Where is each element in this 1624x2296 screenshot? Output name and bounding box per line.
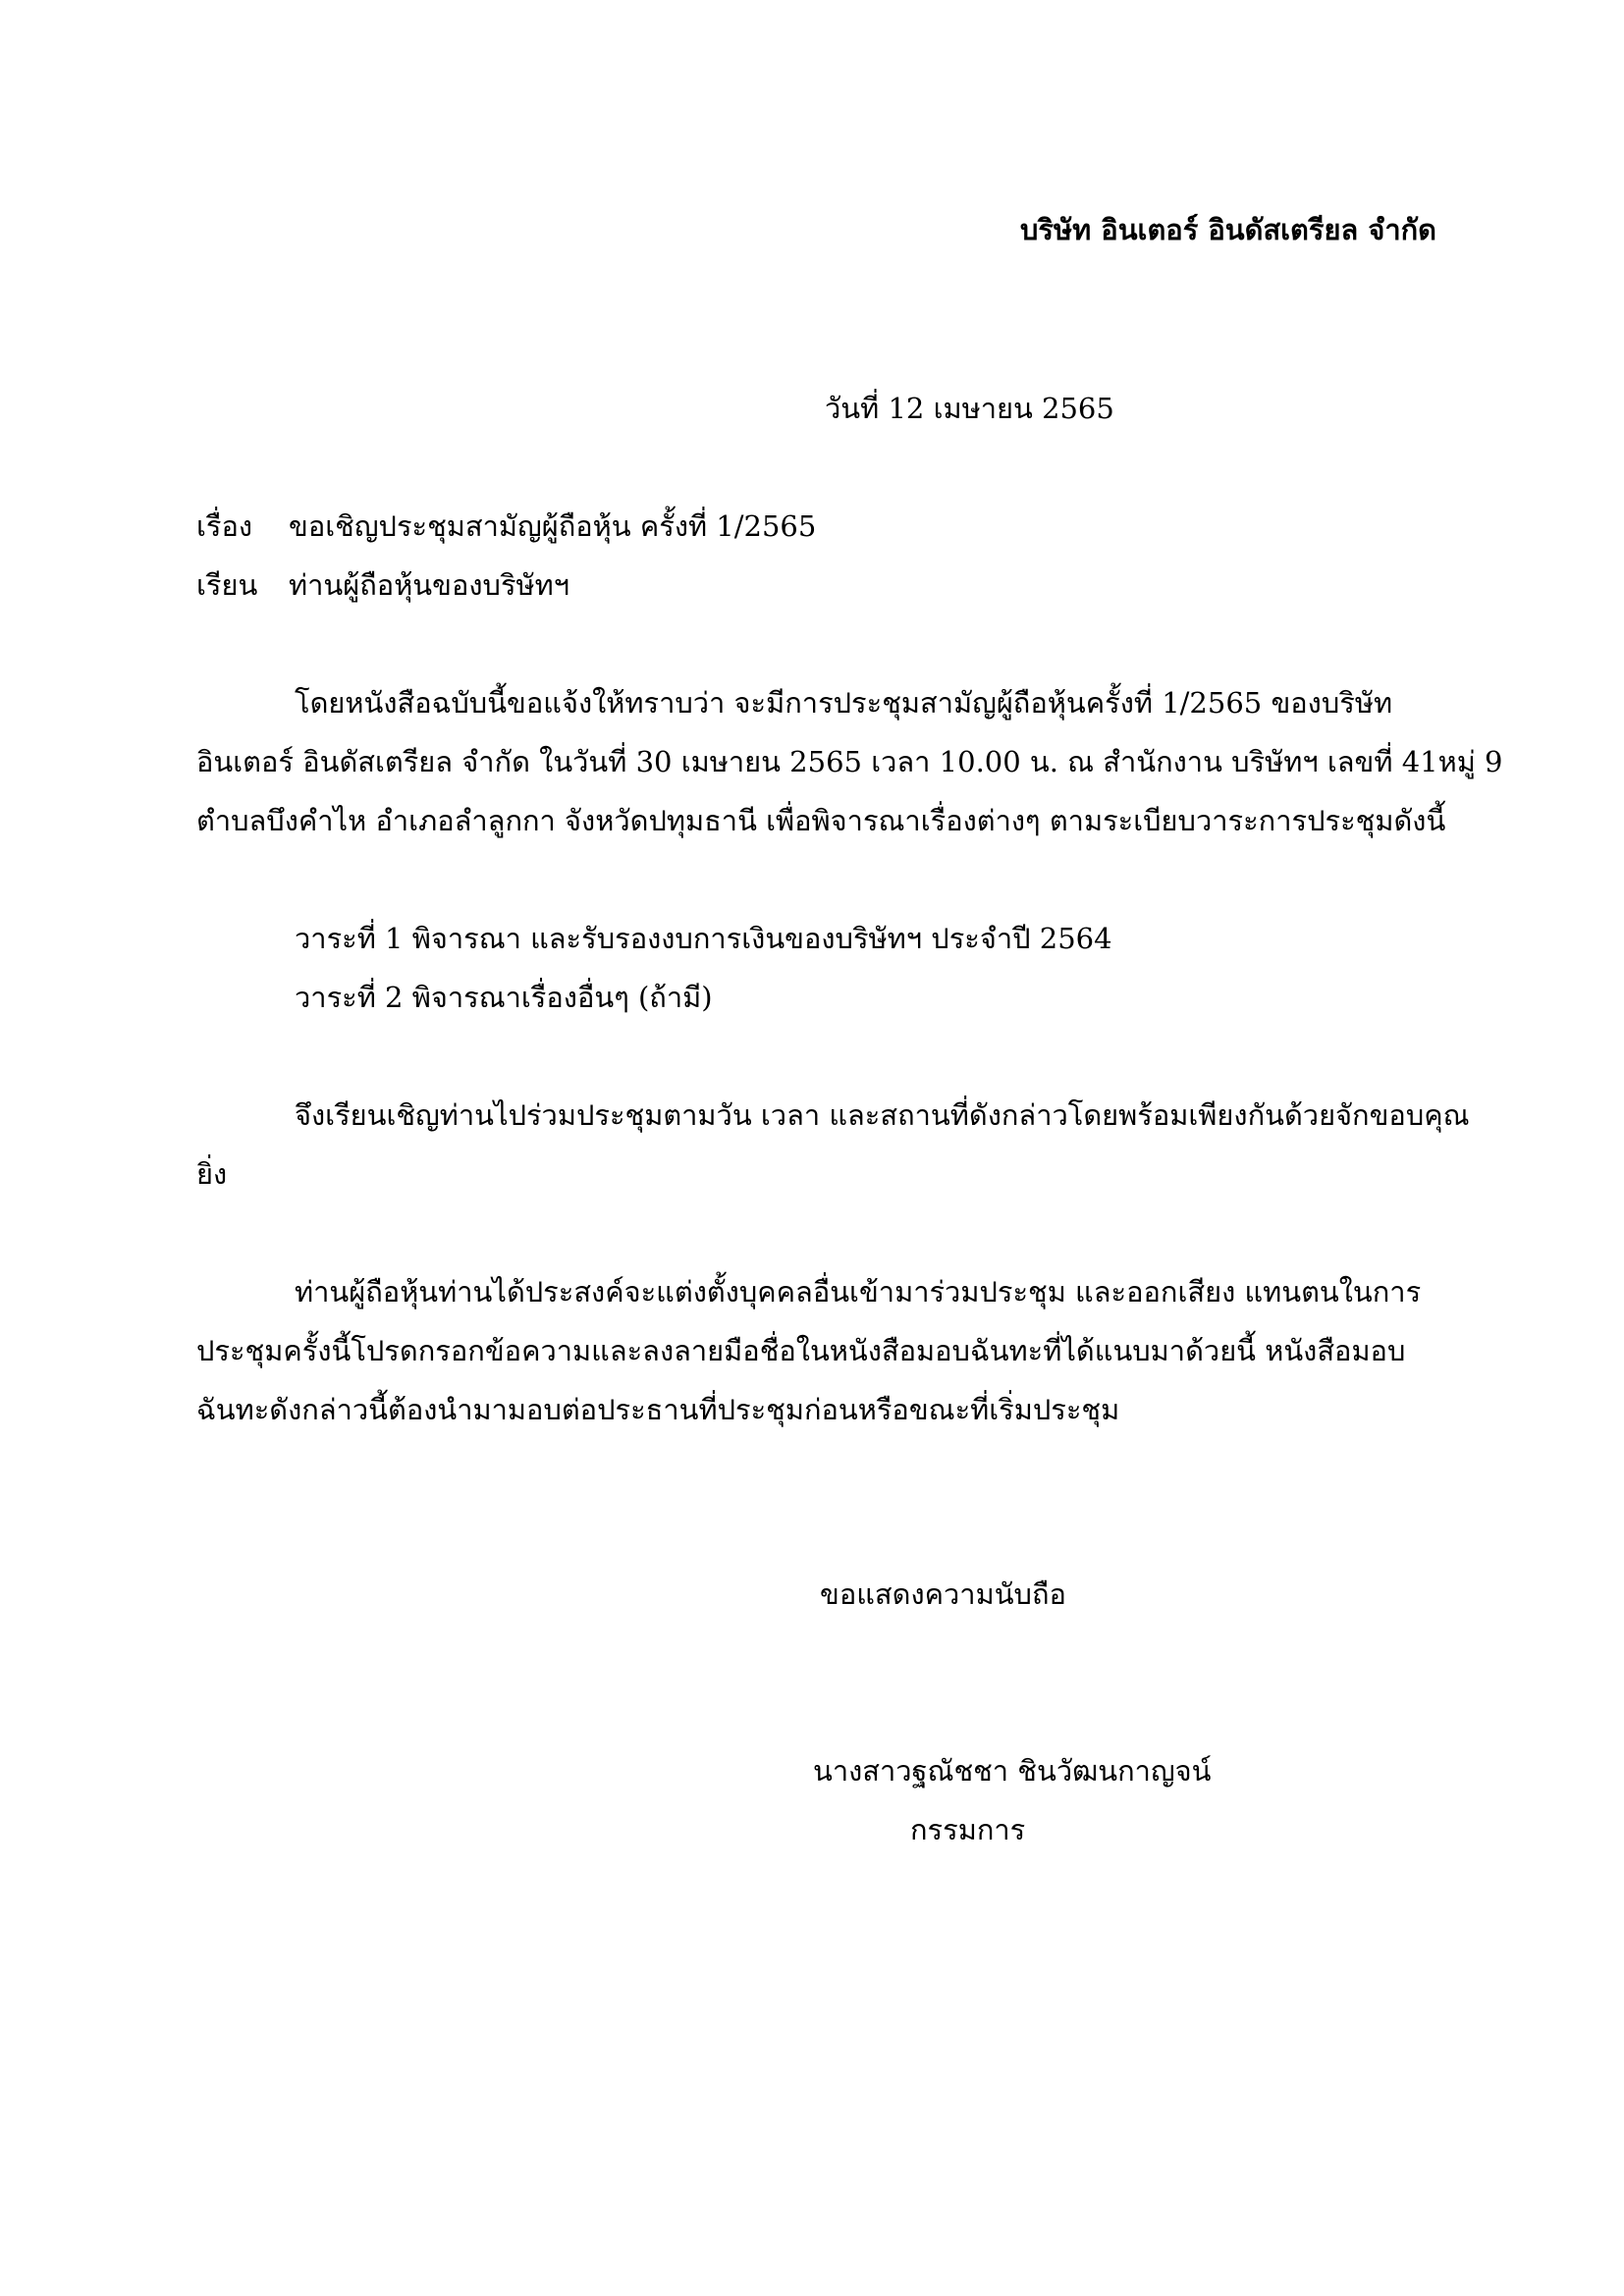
signer-title: กรรมการ xyxy=(910,1813,1026,1846)
agenda-item-1: วาระที่ 1 พิจารณา และรับรองงบการเงินของบริษัทฯ ประจำปี 2564 xyxy=(295,922,1112,955)
paragraph-2-line-2: ยิ่ง xyxy=(196,1157,228,1191)
recipient-text: ท่านผู้ถือหุ้นของบริษัทฯ xyxy=(289,568,570,602)
paragraph-1-line-3: ตำบลบึงคำไห อำเภอลำลูกกา จังหวัดปทุมธานี เพื่อพิจารณาเรื่องต่างๆ ตามระเบียบวาระการประชุมดังนี้ xyxy=(196,804,1446,837)
recipient-line xyxy=(196,568,570,602)
letter-date: วันที่ 12 เมษายน 2565 xyxy=(825,392,1114,425)
agenda-item-2: วาระที่ 2 พิจารณาเรื่องอื่นๆ (ถ้ามี) xyxy=(295,981,713,1014)
paragraph-3-line-2: ประชุมครั้งนี้โปรดกรอกข้อความและลงลายมือชื่อในหนังสือมอบฉันทะที่ได้แนบมาด้วยนี้ หนังสือมอบ xyxy=(196,1334,1406,1367)
closing-salutation: ขอแสดงความนับถือ xyxy=(820,1577,1066,1611)
recipient-label: เรียน xyxy=(196,568,258,602)
paragraph-2-line-1: จึงเรียนเชิญท่านไปร่วมประชุมตามวัน เวลา และสถานที่ดังกล่าวโดยพร้อมเพียงกันด้วยจักขอบคุณ xyxy=(295,1098,1470,1132)
subject-label: เรื่อง xyxy=(196,509,253,543)
paragraph-3-line-1: ท่านผู้ถือหุ้นท่านได้ประสงค์จะแต่งตั้งบุคคลอื่นเข้ามาร่วมประชุม และออกเสียง แทนตนในการ xyxy=(295,1275,1422,1308)
subject-line xyxy=(196,509,817,543)
signer-name: นางสาวฐณัชชา ชินวัฒนกาญจน์ xyxy=(813,1754,1212,1788)
paragraph-1-line-1: โดยหนังสือฉบับนี้ขอแจ้งให้ทราบว่า จะมีการประชุมสามัญผู้ถือหุ้นครั้งที่ 1/2565 ของบริษัท xyxy=(295,686,1393,720)
paragraph-3-line-3: ฉันทะดังกล่าวนี้ต้องนำมามอบต่อประธานที่ประชุมก่อนหรือขณะที่เริ่มประชุม xyxy=(196,1393,1120,1426)
subject-text: ขอเชิญประชุมสามัญผู้ถือหุ้น ครั้งที่ 1/2565 xyxy=(289,509,817,543)
company-name: บริษัท อินเตอร์ อินดัสเตรียล จำกัด xyxy=(1019,213,1436,246)
paragraph-1-line-2: อินเตอร์ อินดัสเตรียล จำกัด ในวันที่ 30 เมษายน 2565 เวลา 10.00 น. ณ สำนักงาน บริษัทฯ เลขที่ 41หมู่ 9 xyxy=(196,745,1503,778)
